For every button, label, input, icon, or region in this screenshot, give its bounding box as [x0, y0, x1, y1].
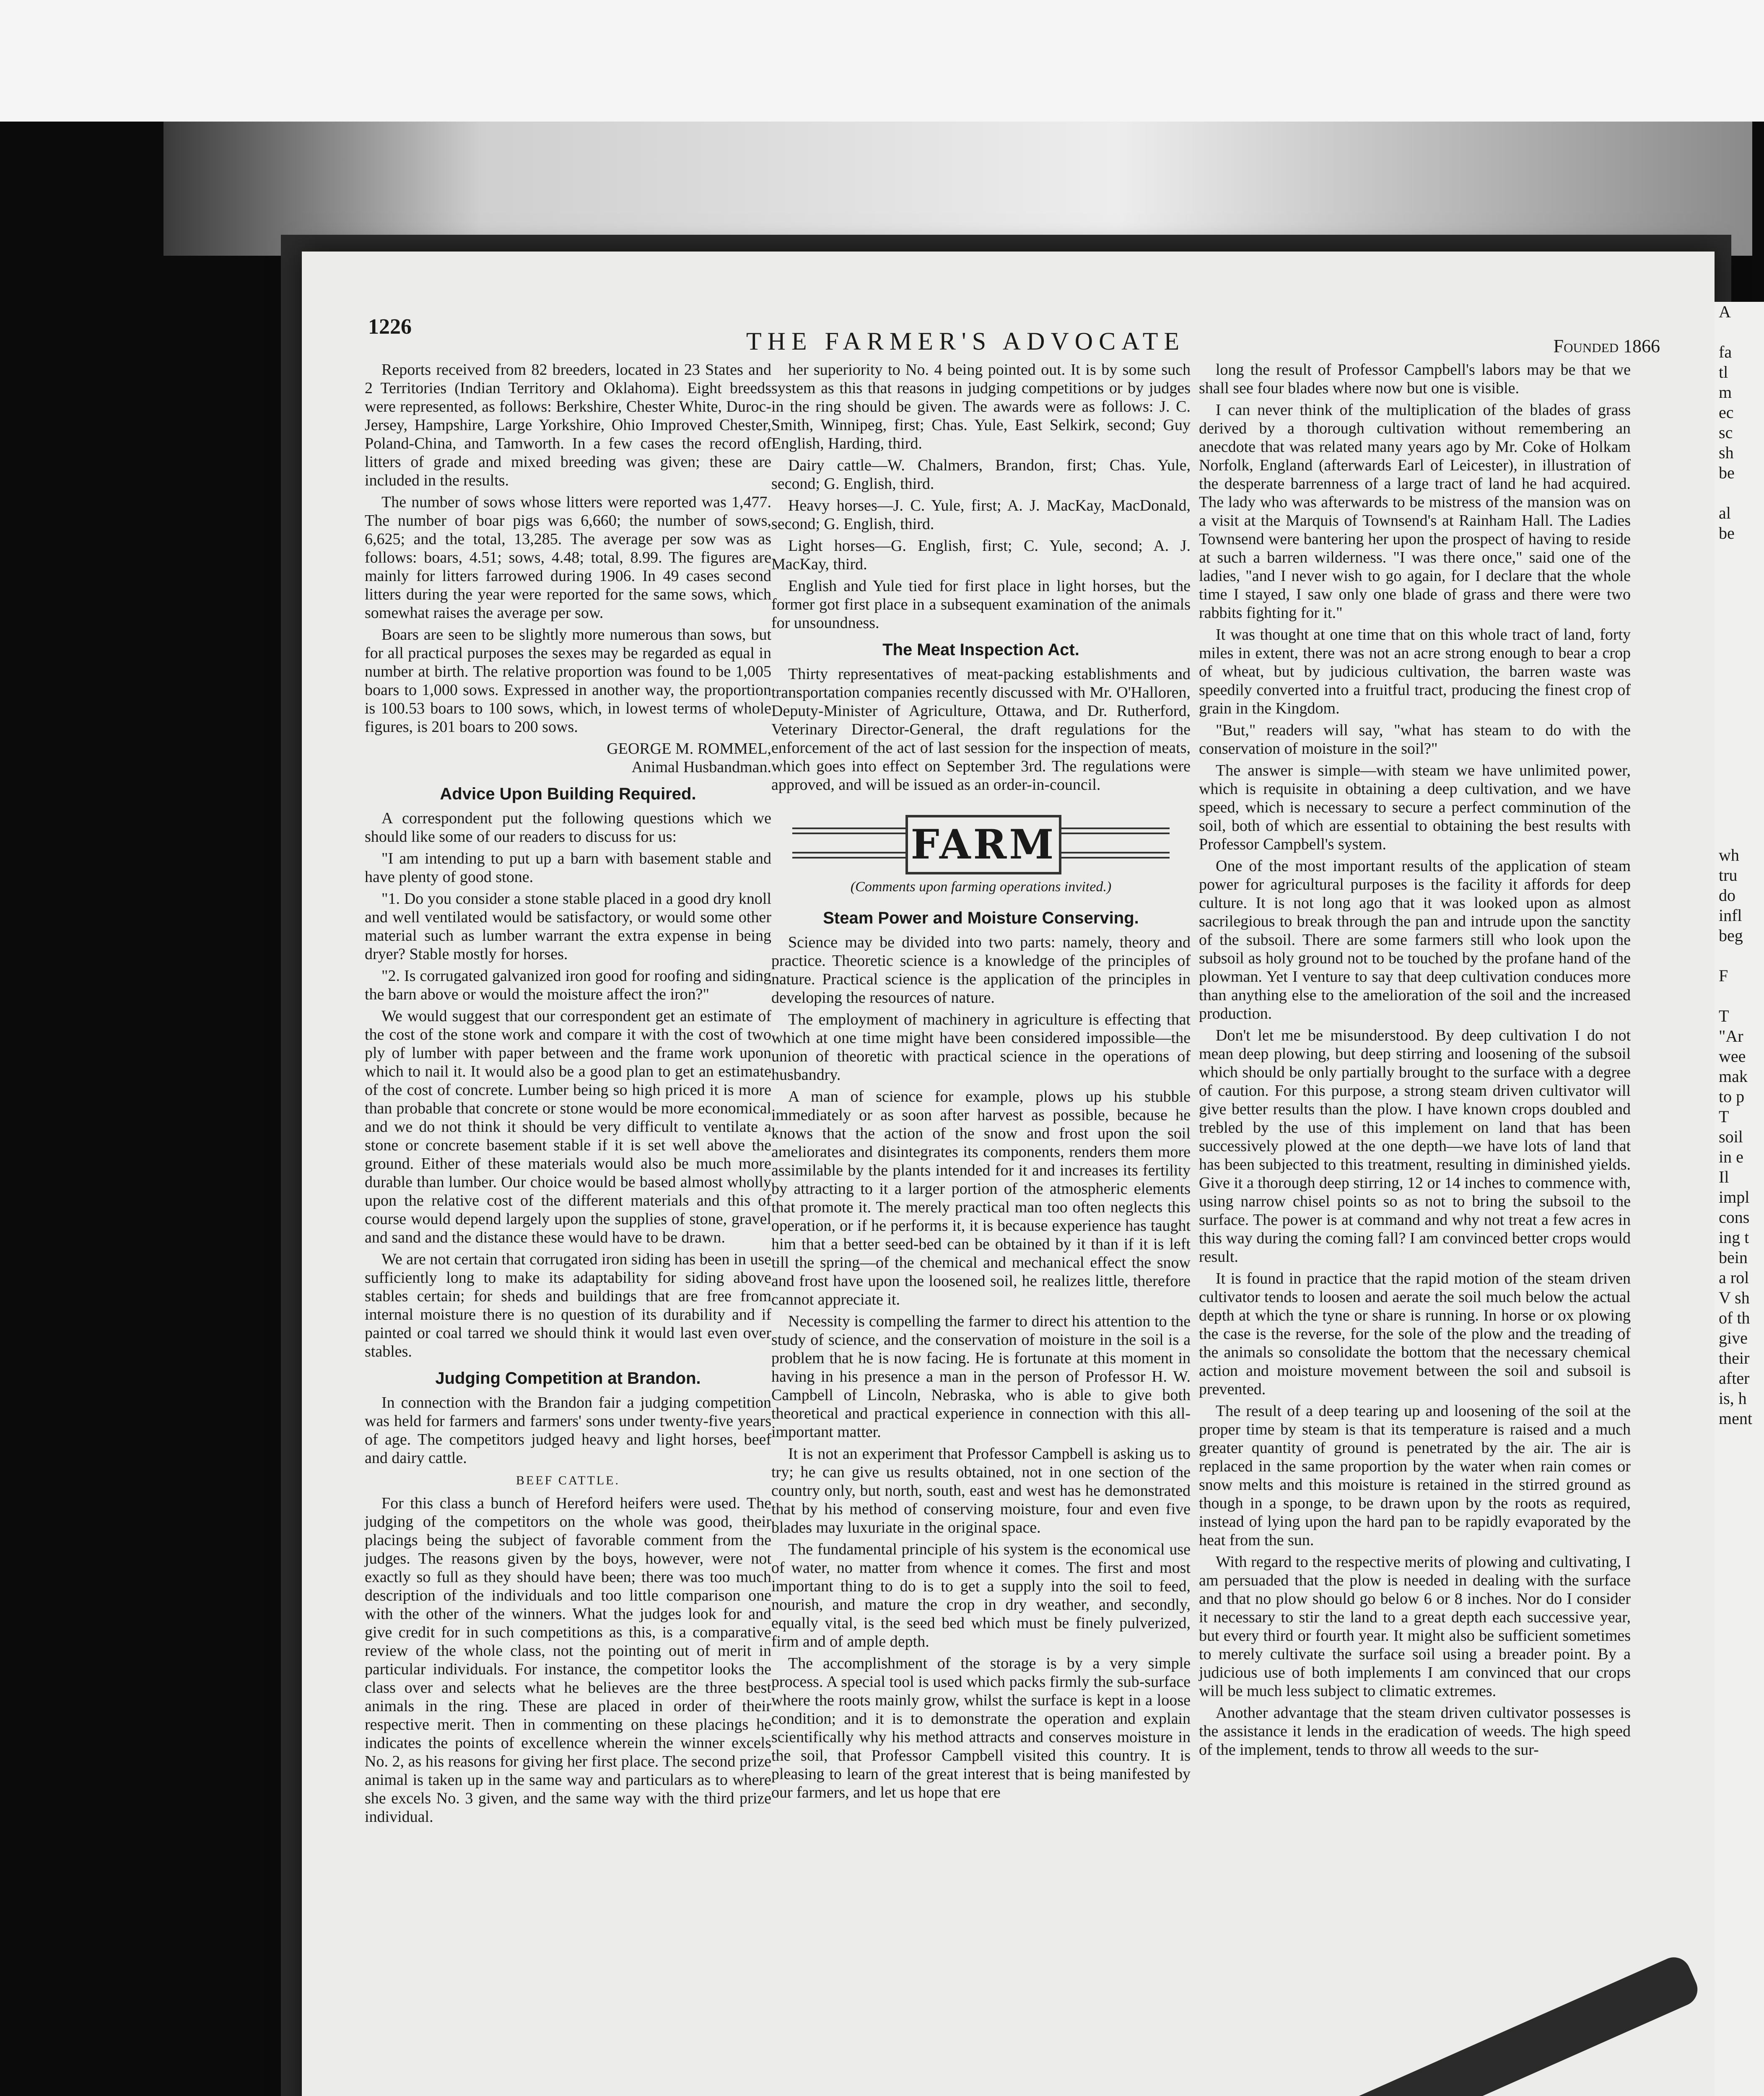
paragraph: Science may be divided into two parts: namely, theory and practice. Theoretic science is a knowledge of the principles of nature. Practical science is the application of the principles in developing the resources of nature.	[771, 934, 1191, 1006]
adjacent-page-line	[1715, 644, 1764, 664]
farm-banner-text: FARM	[905, 815, 1061, 874]
subheading: BEEF CATTLE.	[516, 1473, 620, 1487]
adjacent-page-line	[1715, 684, 1764, 704]
adjacent-page-line: ec	[1719, 403, 1734, 422]
column-3	[1199, 361, 1631, 1762]
paragraph: Boars are seen to be slightly more numerous than sows, but for all practical purposes the sexes may be regarded as equal in number at birth. The relative proportion was found to be 1,005 boars to 1,000 sows. Expressed in another way, the proportion is 100.53 boars to 100 sows, which, in lowest terms of whole figures, is 201 boars to 200 sows.	[365, 626, 771, 736]
paragraph: It is not an experiment that Professor Campbell is asking us to try; he can give us results obtained, not in one section of the country only, but north, south, east and west has he demonstrated that by his method of conserving moisture, four and even five blades may luxuriate in the original space.	[771, 1445, 1191, 1536]
paragraph: A man of science for example, plows up his stubble immediately or as soon after harvest as possible, because he knows that the action of the snow and frost upon the soil ameliorates and disintegrates its components, renders them more assimilable by the plants intended for it and increases its fertility by attracting to it a larger portion of the atmospheric elements that promote it. The merely practical man too often neglects this operation, or if he performs it, it is because experience has taught him that a better seed-bed can be obtained by it than if it is left till the spring—of the chemical and mechanical effect the snow and frost have upon the loosened soil, he realizes little, therefore cannot appreciate it.	[771, 1088, 1191, 1308]
adjacent-page-line: is, h	[1719, 1389, 1747, 1408]
adjacent-page-line: V sh	[1719, 1288, 1750, 1307]
paragraph: For this class a bunch of Hereford heifers were used. The judging of the competitors on the whole was good, their placings being the subject of favorable comment from the judges. The reasons given by the boys, however, were not exactly so full as they should have been; there was too much description of the individuals and too little comparison one with the other of the winners. What the judges look for and give credit for in such competitions as this, is a comparative review of the whole class, not the pointing out of merit in particular individuals. For instance, the competitor looks the class over and selects what he believes are the three best animals in the ring. These are placed in order of their respective merit. Then in commenting on these placings he indicates the points of excellence wherein the winner excels No. 2, as his reasons for giving her first place. The second prize animal is taken up in the same way and particulars as to where she excels No. 3 given, and the same way with the third prize individual.	[365, 1494, 771, 1826]
adjacent-page-line	[1715, 604, 1764, 624]
paragraph: "1. Do you consider a stone stable placed in a good dry knoll and well ventilated would be satisfactory, or would some other material such as lumber warrant the extra expense in being dryer? Stable mostly for horses.	[365, 890, 771, 963]
paragraph: We are not certain that corrugated iron siding has been in use sufficiently long to make its adaptability for siding above stables certain; for sheds and buildings that are free from internal moisture there is no question of its durability and if painted or coal tarred we should think it would last even over stables.	[365, 1250, 771, 1360]
paragraph: long the result of Professor Campbell's labors may be that we shall see four blades where now but one is visible.	[1199, 361, 1631, 397]
adjacent-page-line: tl	[1719, 363, 1728, 381]
adjacent-page-line	[1715, 986, 1764, 1006]
paragraph: "But," readers will say, "what has steam to do with the conservation of moisture in the soil?"	[1199, 721, 1631, 757]
adjacent-page-line: sh	[1719, 443, 1734, 462]
paragraph: The answer is simple—with steam we have unlimited power, which is requisite in obtaining a deep cultivation, and we have speed, which is necessary to secure a perfect comminution of the soil, both of which are essential to obtaining the best results with Professor Campbell's system.	[1199, 762, 1631, 853]
adjacent-page-line: after	[1719, 1369, 1750, 1388]
adjacent-page-line	[1715, 664, 1764, 684]
paragraph: Dairy cattle—W. Chalmers, Brandon, first; Chas. Yule, second; G. English, third.	[771, 457, 1191, 493]
farm-caption: (Comments upon farming operations invited.)	[850, 879, 1112, 895]
adjacent-page-line	[1715, 785, 1764, 805]
column-2	[771, 361, 1191, 1805]
author-signature: GEORGE M. ROMMEL,	[607, 740, 771, 757]
adjacent-page-line	[1715, 724, 1764, 744]
adjacent-page-line: A	[1719, 302, 1731, 321]
adjacent-page-line: fa	[1719, 342, 1732, 361]
paragraph: "I am intending to put up a barn with basement stable and have plenty of good stone.	[365, 850, 771, 886]
section-heading: Judging Competition at Brandon.	[435, 1369, 701, 1388]
author-title: Animal Husbandman.	[631, 758, 771, 776]
adjacent-page-line	[1715, 322, 1764, 342]
adjacent-page-line: beg	[1719, 926, 1743, 945]
paragraph: The fundamental principle of his system is the economical use of water, no matter from whence it comes. The first and most important thing to do is to get a supply into the soil to feed, nourish, and mature the crop in dry weather, and secondly, equally vital, is the seed bed which must be finely pulverized, firm and of ample depth.	[771, 1541, 1191, 1650]
paragraph: her superiority to No. 4 being pointed out. It is by some such system as this that reasons in judging competitions or by judges in the ring should be given. The awards were as follows: J. C. Smith, Winnipeg, first; Chas. Yule, East Selkirk, second; Guy English, Harding, third.	[771, 361, 1191, 452]
masthead-title: THE FARMER'S ADVOCATE	[746, 327, 1186, 355]
adjacent-page-line: ing t	[1719, 1228, 1749, 1247]
adjacent-page-line: to p	[1719, 1087, 1745, 1106]
farm-section-banner	[792, 811, 1170, 874]
adjacent-page-line: Il	[1719, 1167, 1729, 1186]
paragraph: I can never think of the multiplication of the blades of grass derived by a thorough cultivation without remembering an anecdote that was related many years ago by Mr. Coke of Holkam Norfolk, England (afterwards Earl of Leicester), in illustration of the desperate barrenness of a large tract of land he had acquired. The lady who was afterwards to be mistress of the mansion was on a visit at the Marquis of Townsend's at Rainham Hall. The Ladies Townsend were bantering her upon the prospect of having to reside at such a barren wilderness. "I was there once," said one of the ladies, "and I never wish to go again, for I declare that the whole time I stayed, I saw only one blade of grass and there were two rabbits fighting for it."	[1199, 401, 1631, 622]
paragraph: "2. Is corrugated galvanized iron good for roofing and siding the barn above or would the moisture affect the iron?"	[365, 967, 771, 1003]
paragraph: With regard to the respective merits of plowing and cultivating, I am persuaded that the plow is needed in dealing with the surface and that no plow should go below 6 or 8 inches. Nor do I consider it necessary to stir the land to a great depth each successive year, but every third or fourth year. It might also be sufficient sometimes to merely cultivate the surface soil using a breader point. By a judicious use of both implements I am convinced that our crops will be much less subject to climatic extremes.	[1199, 1553, 1631, 1700]
adjacent-page-line: T	[1719, 1006, 1729, 1025]
paragraph: The number of sows whose litters were reported was 1,477. The number of boar pigs was 6,660; the number of sows, 6,625; and the total, 13,285. The average per sow was as follows: boars, 4.51; sows, 4.48; total, 8.99. The figures are mainly for litters farrowed during 1906. In 49 cases second litters during the year were reported for the same sows, which somewhat raises the average per sow.	[365, 493, 771, 622]
adjacent-page-line: cons	[1719, 1208, 1750, 1227]
paragraph: Necessity is compelling the farmer to direct his attention to the study of science, and the conservation of moisture in the soil is a problem that he is now facing. He is fortunate at this moment in having in his presence a man in the person of Professor H. W. Campbell of Lincoln, Nebraska, who is able to give both theoretical and practical experience in connection with this all-important matter.	[771, 1313, 1191, 1441]
adjacent-page-line: of th	[1719, 1308, 1750, 1327]
paragraph: Don't let me be misunderstood. By deep cultivation I do not mean deep plowing, but deep stirring and loosening of the subsoil which should be only partially brought to the surface with a degree of caution. For this purpose, a strong steam driven cultivator will give better results than the plow. I have known crops doubled and trebled by the use of this implement on land that has been successively plowed at the one depth—we have lots of land that has been subjected to this treatment, resulting in diminished yields. Give it a thorough deep stirring, 12 or 14 inches to commence with, using narrow chisel points so as not to bring the subsoil to the surface. The power is at command and why not treat a few acres in this way during the coming fall? I am convinced better crops would result.	[1199, 1027, 1631, 1266]
adjacent-page-line: their	[1719, 1349, 1750, 1367]
adjacent-page-line: impl	[1719, 1188, 1750, 1206]
adjacent-page-line: sc	[1719, 423, 1733, 442]
adjacent-page-line	[1715, 744, 1764, 765]
paragraph: The employment of machinery in agriculture is effecting that which at one time might have been considered impossible—the union of theoretic with practical science in the operations of husbandry.	[771, 1011, 1191, 1084]
adjacent-page-line: T	[1719, 1107, 1729, 1126]
adjacent-page-line: be	[1719, 524, 1735, 542]
newspaper-page	[302, 252, 1715, 2096]
adjacent-page-line: do	[1719, 886, 1735, 905]
adjacent-page-line: bein	[1719, 1248, 1748, 1267]
adjacent-page-line: a rol	[1719, 1268, 1749, 1287]
adjacent-page-line: wh	[1719, 846, 1739, 864]
paragraph: Another advantage that the steam driven cultivator possesses is the assistance it lends in the eradication of weeds. The high speed of the implement, tends to throw all weeds to the sur-	[1199, 1704, 1631, 1759]
adjacent-page-line	[1715, 563, 1764, 584]
paragraph: The result of a deep tearing up and loosening of the soil at the proper time by steam is that its temperature is raised and a much greater quantity of ground is penetrated by the air. The air is replaced in the same proportion by the water when rain comes or snow melts and this moisture is retained in the stirred ground as though in a sponge, to be drawn upon by the roots as required, instead of lying upon the hard pan to be rapidly evaporated by the heat from the sun.	[1199, 1402, 1631, 1549]
adjacent-page-line	[1715, 483, 1764, 503]
adjacent-page-line	[1715, 543, 1764, 563]
founded-label: Founded 1866	[1553, 336, 1660, 356]
adjacent-page-line	[1715, 584, 1764, 604]
column-1	[365, 361, 771, 1829]
paragraph: It is found in practice that the rapid motion of the steam driven cultivator tends to loosen and aerate the soil much below the actual depth at which the tyne or share is running. In horse or ox plowing the case is the reverse, for the sole of the plow and the treading of the animals so consolidate the bottom that the necessary chemical action and moisture movement between the soil and subsoil is prevented.	[1199, 1270, 1631, 1398]
adjacent-page-line: soil	[1719, 1127, 1743, 1146]
adjacent-page-line: F	[1719, 966, 1728, 985]
adjacent-page-line: al	[1719, 503, 1731, 522]
paragraph: Reports received from 82 breeders, located in 23 States and 2 Territories (Indian Territory and Oklahoma). Eight breeds were represented, as follows: Berkshire, Chester White, Duroc-Jersey, Hampshire, Large Yorkshire, Ohio Improved Chester, Poland-China, and Tamworth. In a few cases the record of litters of grade and mixed breeding was given; these are included in the results.	[365, 361, 771, 489]
scan-background-top	[0, 0, 1764, 122]
paragraph: Heavy horses—J. C. Yule, first; A. J. MacKay, MacDonald, second; G. English, third.	[771, 497, 1191, 533]
adjacent-page-line: in e	[1719, 1147, 1743, 1166]
adjacent-page-line: be	[1719, 463, 1735, 482]
adjacent-page-line: infl	[1719, 906, 1742, 925]
adjacent-page-line: mak	[1719, 1067, 1748, 1086]
section-heading: Steam Power and Moisture Conserving.	[823, 909, 1139, 927]
adjacent-page-line: tru	[1719, 866, 1738, 885]
adjacent-page-line	[1715, 765, 1764, 785]
adjacent-page-line: ment	[1719, 1409, 1752, 1428]
section-heading: The Meat Inspection Act.	[882, 641, 1079, 659]
adjacent-page-fragment	[1715, 302, 1764, 2096]
paragraph: Thirty representatives of meat-packing establishments and transportation companies recently discussed with Mr. O'Halloren, Deputy-Minister of Agriculture, Ottawa, and Dr. Rutherford, Veterinary Director-General, the draft regulations for the enforcement of the act of last session for the inspection of meats, which goes into effect on September 3rd. The regulations were approved, and will be issued as an order-in-council.	[771, 665, 1191, 794]
paragraph: It was thought at one time that on this whole tract of land, forty miles in extent, there was not an acre strong enough to bear a crop of wheat, but by judicious cultivation, the barren waste was speedily converted into a fruitful tract, producing the finest crop of grain in the Kingdom.	[1199, 626, 1631, 717]
paragraph: In connection with the Brandon fair a judging competition was held for farmers and farmers' sons under twenty-five years of age. The competitors judged heavy and light horses, beef and dairy cattle.	[365, 1394, 771, 1467]
adjacent-page-line	[1715, 704, 1764, 724]
paragraph: English and Yule tied for first place in light horses, but the former got first place in a subsequent examination of the animals for unsoundness.	[771, 577, 1191, 632]
page-number: 1226	[368, 315, 412, 339]
paragraph: The accomplishment of the storage is by a very simple process. A special tool is used which packs firmly the sub-surface where the roots mainly grow, whilst the surface is kept in a loose condition; and it is to demonstrate the operation and explain scientifically why his method attracts and conserves moisture in the soil, that Professor Campbell visited this country. It is pleasing to learn of the great interest that is being manifested by our farmers, and let us hope that ere	[771, 1655, 1191, 1801]
paragraph: We would suggest that our correspondent get an estimate of the cost of the stone work and compare it with the cost of two ply of lumber with paper between and the frame work upon which to nail it. It would also be a good plan to get an estimate of the cost of concrete. Lumber being so high priced it is more than probable that concrete or stone would be more economical and we do not think it should be very difficult to ventilate a stone or concrete basement stable if it is set well above the ground. Either of these materials would also be much more durable than lumber. Our choice would be based almost wholly upon the relative cost of the different materials and this of course would depend largely upon the supplies of stone, gravel and sand and the distance these would have to be drawn.	[365, 1007, 771, 1246]
paragraph: A correspondent put the following questions which we should like some of our readers to discuss for us:	[365, 809, 771, 846]
adjacent-page-line	[1715, 825, 1764, 845]
paragraph: One of the most important results of the application of steam power for agricultural purposes is the facility it affords for deep culture. It is not long ago that it was looked upon as almost sacrilegious to break through the pan and intrude upon the sanctity of the subsoil. There are some farmers still who look upon the subsoil as holy ground not to be touched by the profane hand of the plowman. Yet I venture to say that deep cultivation conduces more than anything else to the amelioration of the soil and the increased production.	[1199, 857, 1631, 1022]
adjacent-page-line: "Ar	[1719, 1027, 1743, 1045]
adjacent-page-line: give	[1719, 1328, 1748, 1347]
adjacent-page-line: m	[1719, 383, 1732, 402]
adjacent-page-line: wee	[1719, 1047, 1746, 1066]
section-heading: Advice Upon Building Required.	[440, 785, 696, 803]
adjacent-page-line	[1715, 624, 1764, 644]
paragraph: Light horses—G. English, first; C. Yule, second; A. J. MacKay, third.	[771, 537, 1191, 573]
adjacent-page-line	[1715, 805, 1764, 825]
adjacent-page-line	[1715, 946, 1764, 966]
